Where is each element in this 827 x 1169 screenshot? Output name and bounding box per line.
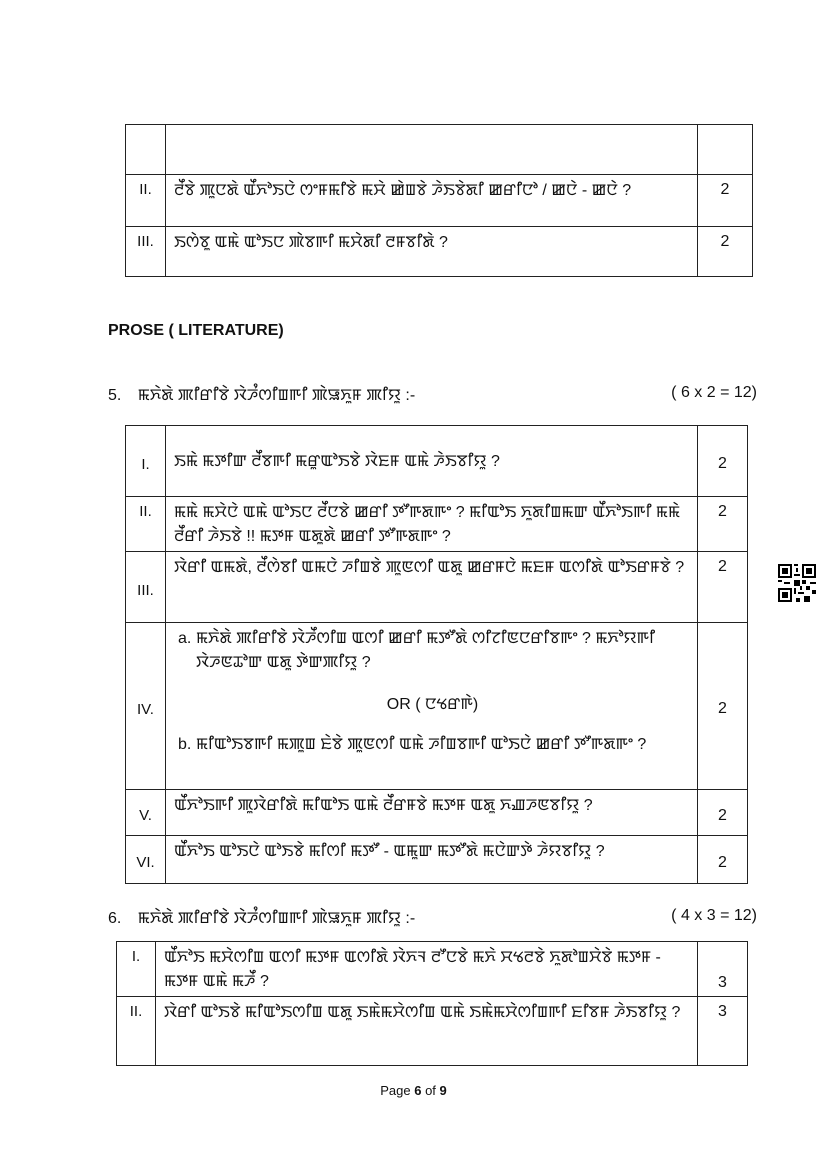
question-5-instruction-line (108, 384, 415, 406)
question-marks: 2 (698, 790, 748, 836)
question-table-2 (125, 425, 748, 884)
question-text-choice (166, 623, 698, 790)
question-number (126, 125, 166, 175)
question-marks: 2 (698, 426, 748, 497)
question-6-number: 6. (108, 910, 122, 927)
question-table-1 (125, 124, 753, 277)
table-row (126, 426, 748, 497)
question-number: I. (126, 426, 166, 497)
question-number: II. (126, 175, 166, 227)
section-heading-prose: PROSE ( LITERATURE) (108, 322, 284, 339)
question-5-number: 5. (108, 387, 122, 404)
question-text: ꯑꯩꯈꯣꯏꯒꯤ ꯄꯨꯋꯥꯔꯤꯗꯥ ꯃꯤꯑꯣꯏ ꯑꯃꯥ ꯂꯩꯔꯝꯕꯥ ꯃꯇꯝ ꯑꯗꯨ ꯈꯉꯍꯟꯕꯤꯌꯨ ? (166, 790, 698, 836)
question-number: III. (126, 227, 166, 277)
choice-b-text: ꯃꯤꯑꯣꯏꯕꯒꯤ ꯃꯄꯨꯡ ꯐꯥꯕꯥ ꯄꯨꯟꯁꯤ ꯑꯃꯥ ꯍꯤꯡꯕꯒꯤ ꯑꯣꯏꯅꯥ ꯀꯔꯤ ꯇꯧꯒꯗꯒꯦ ? (196, 736, 647, 753)
question-6-instruction-line (108, 907, 415, 929)
question-number: I. (117, 942, 156, 997)
question-number: II. (126, 497, 166, 552)
page-footer (0, 1083, 827, 1098)
question-number: VI. (126, 836, 166, 884)
question-number: V. (126, 790, 166, 836)
table-row (126, 497, 748, 552)
question-text: ꯏꯁꯥꯕꯨ ꯑꯃꯥ ꯑꯣꯏꯅ ꯄꯥꯕꯒꯤ ꯃꯆꯥꯗꯤ ꯂꯝꯕꯤꯗꯥ ? (166, 227, 698, 277)
question-marks: 2 (698, 552, 748, 623)
choice-a-label: a. (178, 630, 192, 647)
question-table-3 (116, 941, 748, 1066)
question-number: II. (117, 997, 156, 1066)
table-row (126, 227, 753, 277)
table-row (126, 175, 753, 227)
page-of: of (425, 1083, 436, 1098)
question-marks: 2 (698, 227, 753, 277)
question-text: ꯃꯃꯥ ꯃꯆꯥꯅꯥ ꯑꯃꯥ ꯑꯣꯏꯅ ꯂꯩꯅꯕꯥ ꯀꯔꯤ ꯇꯧꯒꯗꯒꯦ ? ꯃꯤꯑꯣꯏ ꯈꯨꯗꯤꯡꯃꯛ ꯑꯩꯈꯣꯏꯒꯤ ꯃꯃꯥ ꯂꯩꯔꯤ ꯍꯥꯏꯕꯥ !! ꯃꯇꯝ ꯑꯗꯨꯗꯥ ꯀꯔꯤ ꯇꯧꯒꯗꯒꯦ ? (166, 497, 698, 552)
question-marks: 2 (698, 175, 753, 227)
table-row (126, 125, 753, 175)
question-text: ꯂꯩꯕꯥ ꯄꯨꯅꯗꯥ ꯑꯩꯈꯣꯏꯅꯥ ꯁꯦꯝꯃꯤꯕꯥ ꯃꯆꯥ ꯀꯥꯡꯕꯥ ꯍꯥꯏꯕꯥꯗꯤ ꯀꯔꯤꯅꯣ / ꯀꯅꯥ - ꯀꯅꯥ ? (166, 175, 698, 227)
question-text (166, 125, 698, 175)
question-text: ꯑꯩꯈꯣꯏ ꯑꯣꯏꯅꯥ ꯑꯣꯏꯕꯥ ꯃꯤꯁꯤ ꯃꯇꯧ - ꯑꯃꯨꯛ ꯃꯇꯧꯗꯥ ꯃꯅꯥꯛꯇꯥ ꯍꯥꯌꯕꯤꯌꯨ ? (166, 836, 698, 884)
table-row (126, 790, 748, 836)
question-marks: 2 (698, 623, 748, 790)
question-marks: 2 (698, 836, 748, 884)
question-text: ꯏꯃꯥ ꯃꯇꯤꯛ ꯂꯩꯕꯒꯤ ꯃꯔꯨꯑꯣꯏꯕꯥ ꯋꯥꯐꯝ ꯑꯃꯥ ꯍꯥꯏꯕꯤꯌꯨ ? (166, 426, 698, 497)
choice-a (174, 627, 691, 675)
table-row (117, 942, 748, 997)
page-current: 6 (414, 1083, 422, 1098)
question-marks: 3 (698, 997, 748, 1066)
table-row (126, 623, 748, 790)
page-label: Page (380, 1083, 411, 1098)
table-row (126, 836, 748, 884)
question-text: ꯋꯥꯔꯤ ꯑꯃꯗꯥ, ꯂꯩꯁꯥꯕꯤ ꯑꯃꯅꯥ ꯍꯤꯡꯕꯥ ꯄꯨꯟꯁꯤ ꯑꯗꯨ ꯀꯔꯝꯅꯥ ꯃꯐꯝ ꯑꯁꯤꯗꯥ ꯑꯣꯏꯔꯝꯕꯥ ? (166, 552, 698, 623)
question-5-instruction: ꯃꯈꯥꯗꯥ ꯄꯤꯔꯤꯕꯥ ꯋꯥꯍꯪꯁꯤꯡꯒꯤ ꯄꯥꯎꯈꯨꯝ ꯄꯤꯌꯨ :- (137, 387, 416, 404)
page-total: 9 (439, 1083, 447, 1098)
question-marks (698, 125, 753, 175)
choice-b (174, 733, 691, 757)
table-row (126, 552, 748, 623)
table-row (117, 997, 748, 1066)
question-text: ꯑꯩꯈꯣꯏ ꯃꯆꯥꯁꯤꯡ ꯑꯁꯤ ꯃꯇꯝ ꯑꯁꯤꯗꯥ ꯋꯥꯈꯜ ꯂꯧꯅꯕꯥ ꯃꯈꯥ ꯆꯠꯂꯕꯥ ꯈꯨꯗꯣꯡꯆꯥꯕꯥ ꯃꯇꯝ - ꯃꯇꯝ ꯑꯃꯥ ꯃꯍꯩ ? (156, 942, 698, 997)
or-separator: OR ( ꯅꯠꯔꯒꯥ) (386, 696, 479, 713)
choice-b-label: b. (178, 736, 192, 753)
question-marks: 3 (698, 942, 748, 997)
question-text: ꯋꯥꯔꯤ ꯑꯣꯏꯕꯥ ꯃꯤꯑꯣꯏꯁꯤꯡ ꯑꯗꯨ ꯏꯃꯥꯃꯆꯥꯁꯤꯡ ꯑꯃꯥ ꯏꯃꯥꯃꯆꯥꯁꯤꯡꯒꯤ ꯐꯤꯕꯝ ꯍꯥꯏꯕꯤꯌꯨ ? (156, 997, 698, 1066)
question-marks: 2 (698, 497, 748, 552)
question-6-marks: ( 4 x 3 = 12) (671, 907, 757, 924)
choice-a-text: ꯃꯈꯥꯗꯥ ꯄꯤꯔꯤꯕꯥ ꯋꯥꯍꯩꯁꯤꯡ ꯑꯁꯤ ꯀꯔꯤ ꯃꯇꯧꯗꯥ ꯁꯤꯖꯤꯟꯅꯔꯤꯕꯒꯦ ? ꯃꯈꯣꯌꯒꯤ ꯋꯥꯍꯟꯊꯣꯛ ꯑꯗꯨ ꯇꯥꯛꯄꯤꯌꯨ ? (196, 630, 655, 671)
qr-code-icon (778, 564, 816, 602)
question-number: IV. (126, 623, 166, 790)
question-number: III. (126, 552, 166, 623)
question-6-instruction: ꯃꯈꯥꯗꯥ ꯄꯤꯔꯤꯕꯥ ꯋꯥꯍꯪꯁꯤꯡꯒꯤ ꯄꯥꯎꯈꯨꯝ ꯄꯤꯌꯨ :- (137, 910, 416, 927)
question-5-marks: ( 6 x 2 = 12) (671, 384, 757, 401)
